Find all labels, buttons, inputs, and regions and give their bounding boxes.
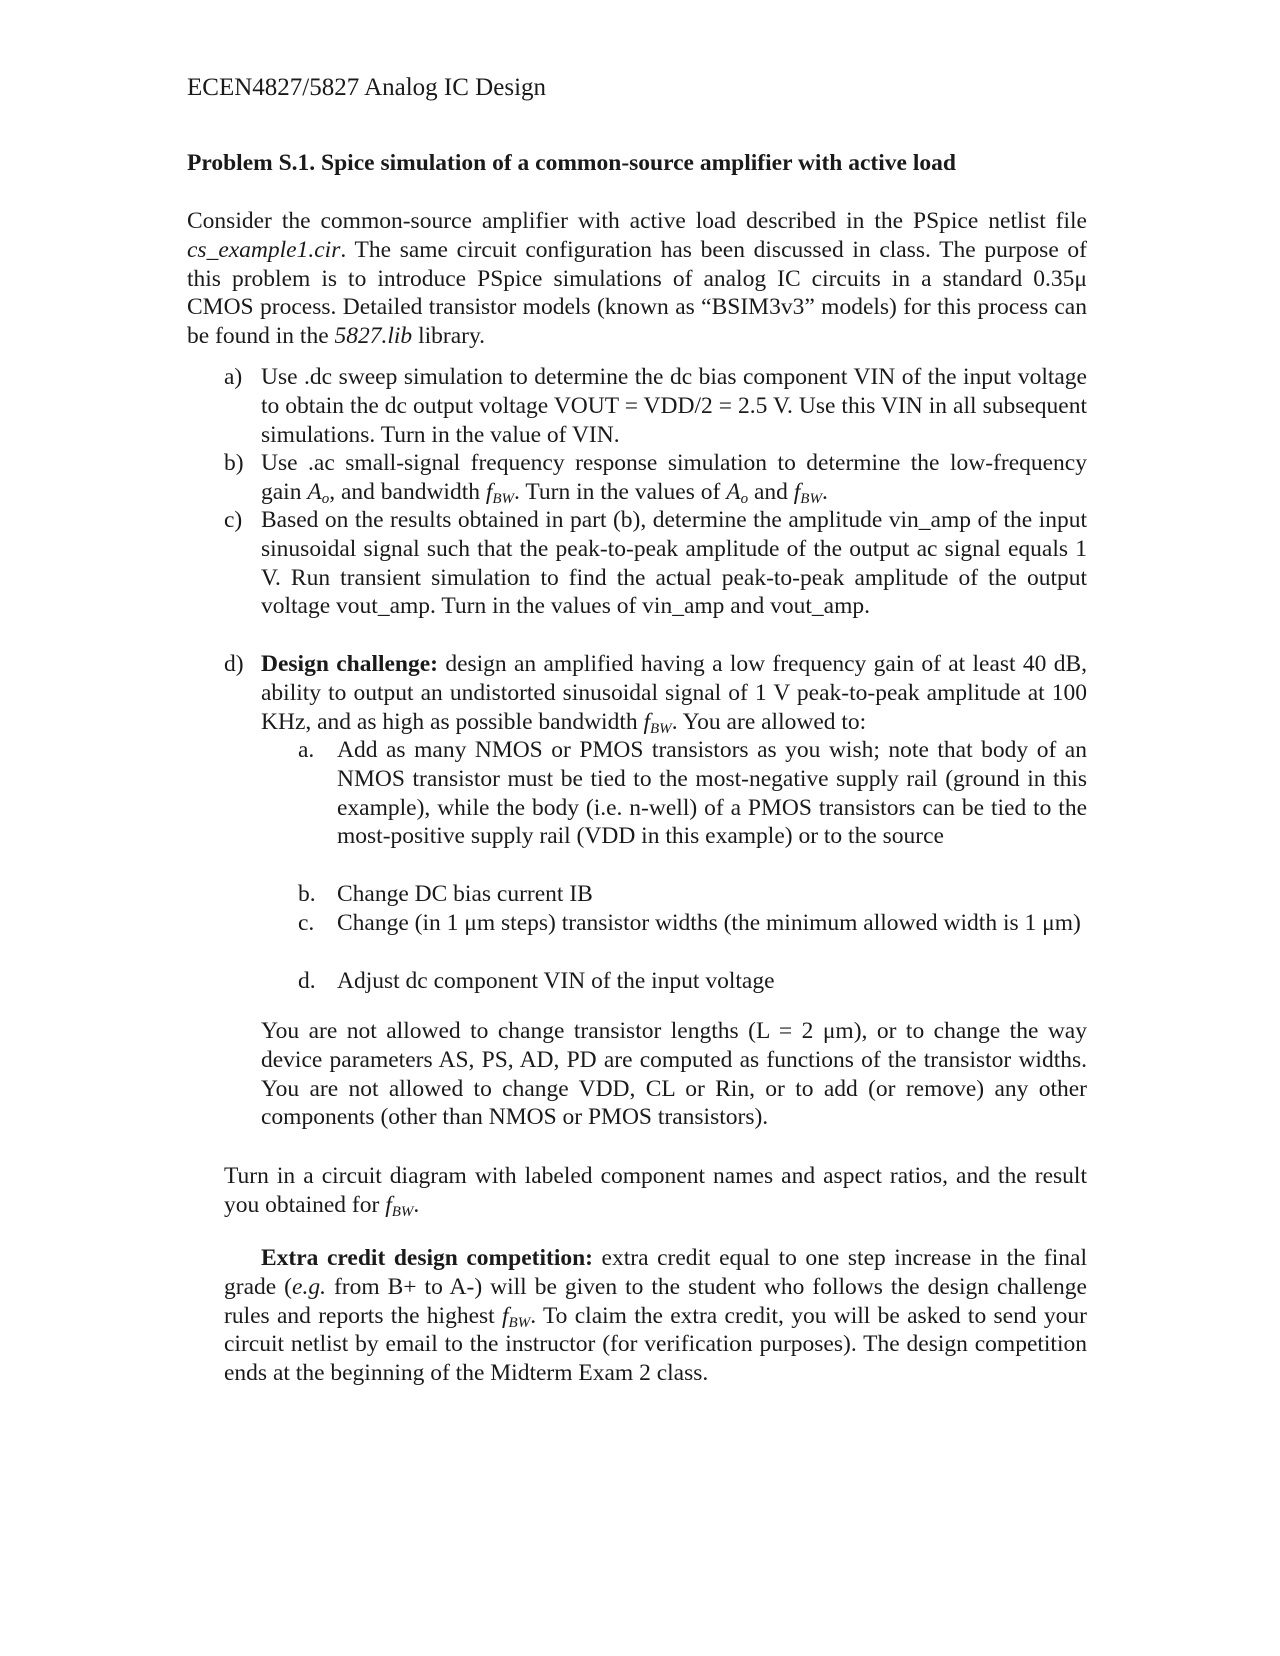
problem-title: Problem S.1. Spice simulation of a common-source amplifier with active load	[187, 150, 956, 176]
sub-item-c: c. Change (in 1 μm steps) transistor widths (the minimum allowed width is 1 μm)	[298, 910, 1081, 936]
sub-item-d: d. Adjust dc component VIN of the input voltage	[298, 968, 775, 994]
sub-item-a: a. Add as many NMOS or PMOS transistors as you wish; note that body of an NMOS transistor must be tied to the most-negative supply rail (ground in this example), while the body (i.e. n-well) of a PMOS transistors can be tied to the most-positive supply rail (VDD in this example) or to the source	[298, 737, 1087, 850]
turn-in-paragraph: Turn in a circuit diagram with labeled component names and aspect ratios, and the result you obtained for $f_{BW}$.	[224, 1163, 1087, 1220]
netlist-filename: cs_example1.cir	[187, 236, 341, 263]
list-item-c: c) Based on the results obtained in part (b), determine the amplitude vin_amp of the input sinusoidal signal such that the peak-to-peak amplitude of the output ac signal equals 1 V. Run transient simulation to find the actual peak-to-peak amplitude of the output voltage vout_amp. Turn in the values of vin_amp and vout_amp.	[224, 507, 1087, 620]
library-filename: 5827.lib	[334, 323, 413, 350]
course-header: ECEN4827/5827 Analog IC Design	[187, 74, 547, 101]
list-item-b: b) Use .ac small-signal frequency response simulation to determine the low-frequency gain $A_o$, and bandwidth $f_{BW}$. Turn in the values of $A_o$ and $f_{BW}$.	[224, 450, 1087, 507]
list-item-a: a) Use .dc sweep simulation to determine the dc bias component VIN of the input voltage to obtain the dc output voltage VOUT = VDD/2 = 2.5 V. Use this VIN in all subsequent simulations. Turn in the value of VIN.	[224, 364, 1087, 448]
constraints-note: You are not allowed to change transistor lengths (L = 2 μm), or to change the way device parameters AS, PS, AD, PD are computed as functions of the transistor widths. You are not allowed to change VDD, CL or Rin, or to add (or remove) any other components (other than NMOS or PMOS transistors).	[261, 1018, 1087, 1131]
extra-credit-paragraph: Extra credit design competition: extra credit equal to one step increase in the final grade (e.g. from B+ to A-) will be given to the student who follows the design challenge rules and reports the highest $f_{BW}$. To claim the extra credit, you will be asked to send your circuit netlist by email to the instructor (for verification purposes). The design competition ends at the beginning of the Midterm Exam 2 class.	[224, 1245, 1087, 1387]
intro-paragraph: Consider the common-source amplifier with active load described in the PSpice netlist file cs_example1.cir. The same circuit configuration has been discussed in class. The purpose of this problem is to introduce PSpice simulations of analog IC circuits in a standard 0.35μ CMOS process. Detailed transistor models (known as “BSIM3v3” models) for this process can be found in the 5827.lib library.	[187, 208, 1087, 350]
sub-item-b: b. Change DC bias current IB	[298, 881, 593, 907]
list-item-d: d) Design challenge: design an amplified having a low frequency gain of at least 40 dB, ability to output an undistorted sinusoidal signal of 1 V peak-to-peak amplitude at 100 KHz, and as high as possible bandwidth $f_{BW}$. You are allowed to:	[224, 651, 1087, 737]
